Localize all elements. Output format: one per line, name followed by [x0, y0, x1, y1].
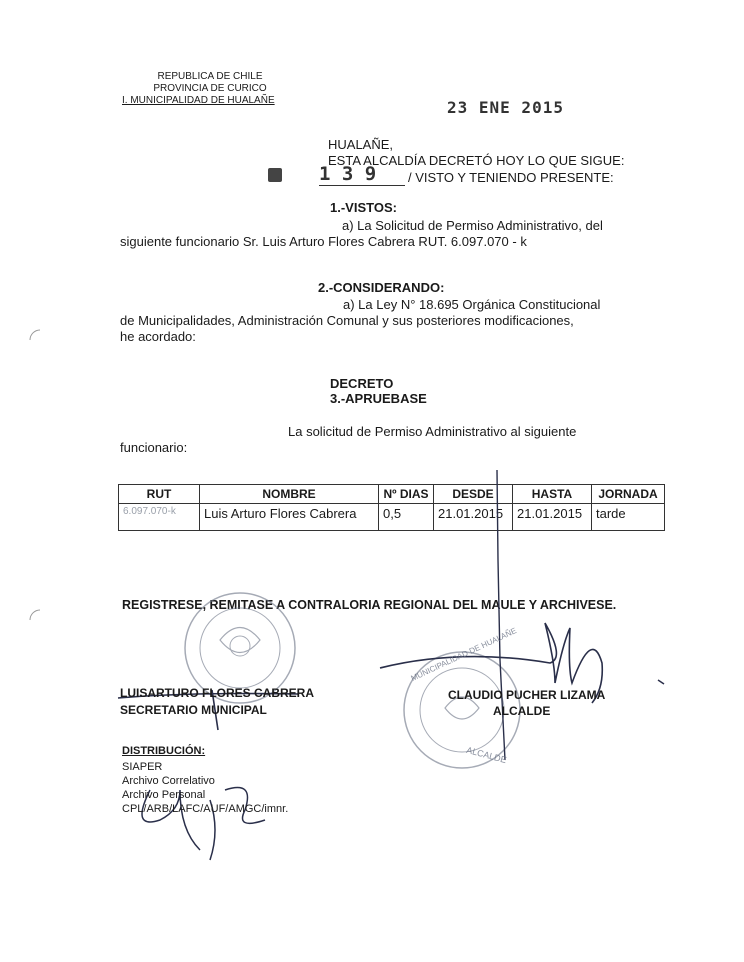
- list-item: Archivo Personal: [122, 789, 206, 801]
- decree-number-suffix: / VISTO Y TENIENDO PRESENTE:: [408, 170, 614, 185]
- col-rut: RUT: [119, 485, 200, 504]
- decree-intro: ESTA ALCALDÍA DECRETÓ HOY LO QUE SIGUE:: [328, 153, 625, 168]
- considerando-heading: 2.-CONSIDERANDO:: [318, 280, 445, 295]
- considerando-text-c: he acordado:: [120, 329, 196, 344]
- distribucion-list: [122, 760, 288, 816]
- distribucion-heading: DISTRIBUCIÓN:: [122, 745, 206, 757]
- header-line-2: PROVINCIA DE CURICO: [153, 83, 267, 94]
- col-nombre: NOMBRE: [200, 485, 379, 504]
- decreto-heading: DECRETO: [330, 376, 394, 391]
- header-line-1: REPUBLICA DE CHILE: [157, 71, 263, 82]
- decreto-text-b: funcionario:: [120, 440, 188, 455]
- header-line-3: I. MUNICIPALIDAD DE HUALAÑE: [122, 95, 275, 106]
- cell-rut: 6.097.070-k: [119, 504, 200, 531]
- apruebase-heading: 3.-APRUEBASE: [330, 391, 427, 406]
- date-stamp: 23 ENE 2015: [447, 98, 564, 117]
- cell-desde: 21.01.2015: [434, 504, 513, 531]
- col-hasta: HASTA: [513, 485, 592, 504]
- col-jornada: JORNADA: [592, 485, 665, 504]
- cell-dias: 0,5: [379, 504, 434, 531]
- binder-hole-icon: [30, 610, 40, 620]
- place: HUALAÑE,: [328, 137, 394, 152]
- col-dias: Nº DIAS: [379, 485, 434, 504]
- considerando-text-a: a) La Ley N° 18.695 Orgánica Constitucional: [343, 297, 601, 312]
- vistos-text-b: siguiente funcionario Sr. Luis Arturo Flores Cabrera RUT. 6.097.070 - k: [120, 234, 527, 249]
- vistos-heading: 1.-VISTOS:: [330, 200, 397, 215]
- secretary-name: LUISARTURO FLORES CABRERA: [120, 686, 314, 700]
- list-item: Archivo Correlativo: [122, 775, 215, 787]
- vistos-text-a: a) La Solicitud de Permiso Administrativo, del: [342, 218, 603, 233]
- considerando-text-b: de Municipalidades, Administración Comunal y sus posteriores modificaciones,: [120, 313, 574, 328]
- registrese-line: REGISTRESE, REMITASE A CONTRALORIA REGIONAL DEL MAULE Y ARCHIVESE.: [122, 598, 617, 612]
- col-desde: DESDE: [434, 485, 513, 504]
- cell-jornada: tarde: [592, 504, 665, 531]
- list-item: CPL/ARB/LAFC/AUF/AMGC/imnr.: [122, 803, 289, 815]
- binder-hole-icon: [30, 330, 40, 340]
- alcalde-title: ALCALDE: [493, 704, 551, 718]
- secretary-title: SECRETARIO MUNICIPAL: [120, 703, 267, 717]
- cell-nombre: Luis Arturo Flores Cabrera: [200, 504, 379, 531]
- cell-hasta: 21.01.2015: [513, 504, 592, 531]
- seal-text: MUNICIPALIDAD DE HUALAÑE: [409, 626, 518, 683]
- decree-number: 1 3 9: [319, 163, 405, 186]
- list-item: SIAPER: [122, 761, 163, 773]
- seal-bottom-text: ALCALDE: [465, 744, 508, 766]
- pen-mark: [658, 680, 664, 684]
- alcalde-name: CLAUDIO PUCHER LIZAMA: [448, 688, 606, 702]
- decreto-text-a: La solicitud de Permiso Administrativo al siguiente: [288, 424, 577, 439]
